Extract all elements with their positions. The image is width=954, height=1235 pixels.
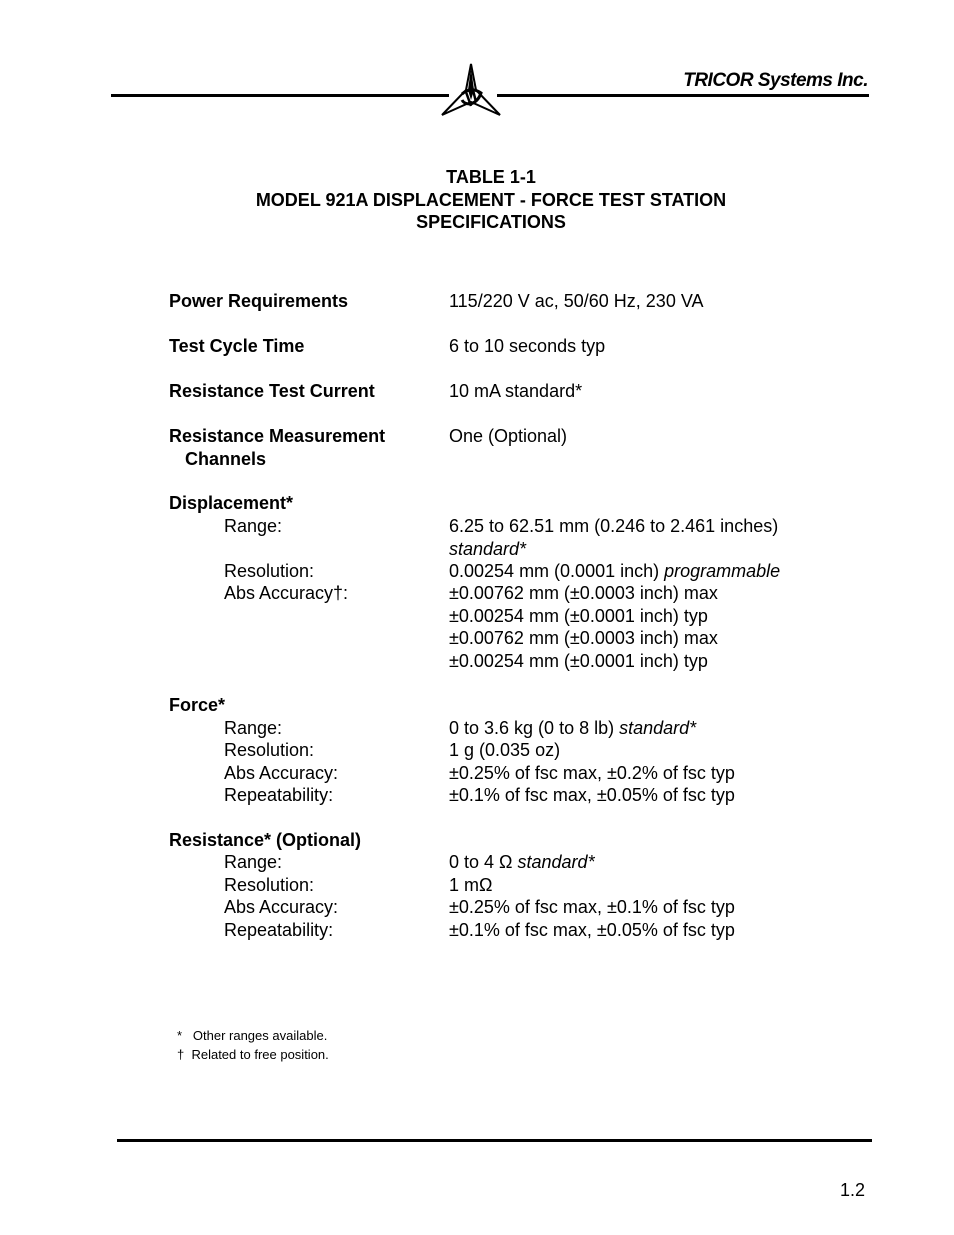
company-logo-icon: [440, 62, 502, 118]
current-label: Resistance Test Current: [169, 381, 375, 401]
page-number: 1.2: [839, 1180, 865, 1200]
resistance-heading: Resistance* (Optional): [169, 830, 362, 850]
displacement-resolution-note: programmable: [664, 561, 781, 581]
displacement-range-text: 6.25 to 62.51 mm (0.246 to 2.461 inches): [449, 516, 779, 536]
force-repeatability-label: Repeatability:: [224, 785, 334, 805]
resistance-range-value: [449, 851, 595, 874]
header-rule-left: [111, 94, 449, 97]
resistance-range-note: standard*: [517, 852, 595, 872]
resistance-repeatability-label: Repeatability:: [224, 920, 334, 940]
channels-label-line1: Resistance Measurement: [169, 426, 386, 446]
footnote-star: * Other ranges available.: [177, 1028, 328, 1043]
displacement-accuracy-label: Abs Accuracy†:: [224, 583, 349, 603]
current-value: 10 mA standard*: [449, 381, 583, 401]
channels-label: [169, 425, 385, 470]
force-resolution-label: Resolution:: [224, 740, 315, 760]
resistance-resolution-label: Resolution:: [224, 875, 315, 895]
channels-label-line2: Channels: [185, 448, 267, 469]
resistance-accuracy-value: ±0.25% of fsc max, ±0.1% of fsc typ: [449, 897, 735, 917]
displacement-heading: Displacement*: [169, 493, 294, 513]
footnote-dagger: † Related to free position.: [177, 1047, 329, 1062]
displacement-accuracy-line: ±0.00762 mm (±0.0003 inch) max: [449, 583, 718, 603]
table-title-line2: MODEL 921A DISPLACEMENT - FORCE TEST STATION: [255, 189, 727, 210]
force-range-label: Range:: [224, 718, 283, 738]
displacement-accuracy-line: ±0.00762 mm (±0.0003 inch) max: [449, 628, 718, 648]
table-title: [0, 166, 954, 234]
force-range-text: 0 to 3.6 kg (0 to 8 lb): [449, 718, 615, 738]
displacement-accuracy-values: [449, 582, 718, 672]
resistance-range-label: Range:: [224, 852, 283, 872]
company-name-bold: TRICOR: [683, 70, 754, 91]
displacement-range-note: standard*: [449, 538, 527, 559]
table-title-line1: TABLE 1-1: [446, 167, 536, 187]
cycle-value: 6 to 10 seconds typ: [449, 336, 606, 356]
force-repeatability-value: ±0.1% of fsc max, ±0.05% of fsc typ: [449, 785, 735, 805]
force-range-value: [449, 717, 696, 740]
force-range-note: standard*: [619, 718, 697, 738]
company-name: [683, 70, 868, 92]
displacement-range-value: [449, 515, 778, 560]
footnotes: [177, 1026, 329, 1064]
footer-rule: [117, 1139, 872, 1142]
cycle-label: Test Cycle Time: [169, 336, 305, 356]
resistance-resolution-value: 1 mΩ: [449, 875, 493, 895]
channels-value: One (Optional): [449, 426, 568, 446]
displacement-accuracy-line: ±0.00254 mm (±0.0001 inch) typ: [449, 650, 708, 671]
force-heading: Force*: [169, 695, 226, 715]
power-value: 115/220 V ac, 50/60 Hz, 230 VA: [449, 291, 704, 311]
displacement-resolution-label: Resolution:: [224, 561, 315, 581]
force-resolution-value: 1 g (0.035 oz): [449, 740, 561, 760]
header-rule-right: [497, 94, 869, 97]
power-label: Power Requirements: [169, 291, 349, 311]
displacement-range-label: Range:: [224, 516, 283, 536]
resistance-accuracy-label: Abs Accuracy:: [224, 897, 339, 917]
displacement-resolution-value: [449, 560, 780, 583]
force-accuracy-label: Abs Accuracy:: [224, 763, 339, 783]
resistance-repeatability-value: ±0.1% of fsc max, ±0.05% of fsc typ: [449, 920, 735, 940]
resistance-range-text: 0 to 4 Ω: [449, 852, 513, 872]
displacement-resolution-text: 0.00254 mm (0.0001 inch): [449, 561, 660, 581]
force-accuracy-value: ±0.25% of fsc max, ±0.2% of fsc typ: [449, 763, 735, 783]
table-title-line3: SPECIFICATIONS: [416, 212, 566, 232]
displacement-accuracy-line: ±0.00254 mm (±0.0001 inch) typ: [449, 605, 708, 626]
company-name-rest: Systems Inc.: [753, 70, 868, 91]
